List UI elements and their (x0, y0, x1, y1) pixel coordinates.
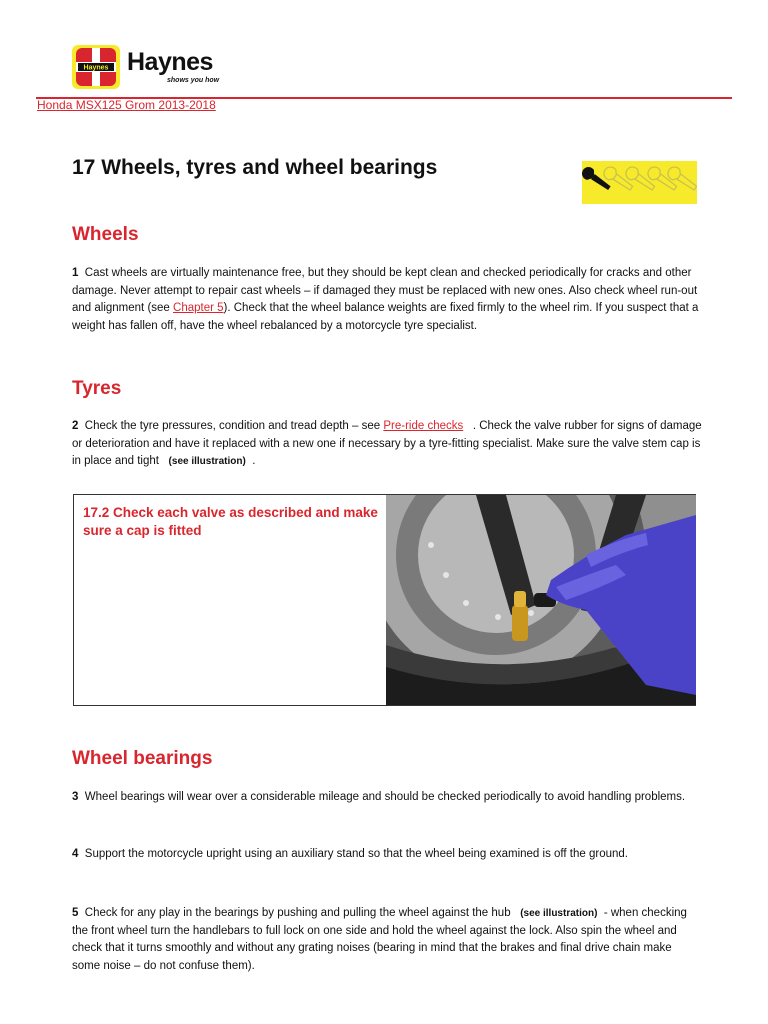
figure-caption: 17.2 Check each valve as described and make sure a cap is fitted (83, 505, 378, 538)
see-illustration-link[interactable]: (see illustration) (520, 908, 598, 919)
step-number: 2 (72, 420, 79, 432)
badge-text: Haynes (83, 64, 109, 72)
see-illustration-link[interactable]: (see illustration) (168, 456, 246, 467)
paragraph-text: . (252, 455, 256, 467)
haynes-badge-icon (72, 45, 120, 89)
valve-photo (386, 495, 696, 705)
paragraph-text: Wheel bearings will wear over a considerable mileage and should be checked periodically to avoid handling problems. (84, 791, 686, 803)
haynes-logo (72, 45, 232, 89)
step-number: 5 (72, 907, 79, 919)
step-number: 3 (72, 791, 79, 803)
wrench-icon-faded (665, 164, 697, 193)
heading-wheels: Wheels (72, 224, 139, 245)
heading-wheel-bearings: Wheel bearings (72, 748, 213, 769)
paragraph-text: Support the motorcycle upright using an auxiliary stand so that the wheel being examined is off the ground. (84, 848, 628, 860)
difficulty-rating (582, 161, 697, 204)
paragraph-text: ). Check that the wheel balance weights are fixed firmly to the wheel rim. If you suspect that a weight has fallen off, have the wheel rebalanced by a motorcycle tyre specialist. (72, 302, 699, 332)
breadcrumb-link[interactable]: Honda MSX125 Grom 2013-2018 (37, 98, 216, 112)
paragraph-3 (72, 789, 702, 807)
chapter-5-link[interactable]: Chapter 5 (173, 302, 224, 314)
figure-17-2 (73, 494, 696, 706)
section-title: 17 Wheels, tyres and wheel bearings (72, 156, 438, 179)
paragraph-5 (72, 905, 702, 975)
paragraph-4 (72, 846, 702, 864)
brand-tagline: shows you how (167, 77, 220, 84)
paragraph-text: - when checking the front wheel turn the handlebars to full lock on one side and hold the wheel against the lock. Also spin the wheel and check that it turns smoothly and without any grating noises (bearing in mind that the brakes and final drive chain make some noise – do not confuse them). (72, 907, 687, 972)
paragraph-2 (72, 418, 702, 471)
step-number: 1 (72, 267, 79, 279)
paragraph-1 (72, 265, 702, 335)
step-number: 4 (72, 848, 79, 860)
heading-tyres: Tyres (72, 378, 122, 399)
wrench-icon (582, 164, 613, 193)
wrench-icons (582, 161, 697, 204)
brand-name: Haynes (127, 48, 213, 76)
paragraph-text: Check for any play in the bearings by pushing and pulling the wheel against the hub (84, 907, 511, 919)
paragraph-text: . Check the valve rubber for signs of damage or deterioration and have it replaced with a new one if necessary by a tyre-fitting specialist. Make sure the valve stem cap is in place and tight (72, 420, 702, 467)
pre-ride-checks-link[interactable]: Pre-ride checks (383, 420, 464, 432)
paragraph-text: Check the tyre pressures, condition and tread depth – see (84, 420, 384, 432)
paragraph-text: Cast wheels are virtually maintenance free, but they should be kept clean and checked periodically for cracks and other damage. Never attempt to repair cast wheels – if damaged they must be replaced with new ones. Also check wheel run-out and alignment (see (72, 267, 698, 314)
